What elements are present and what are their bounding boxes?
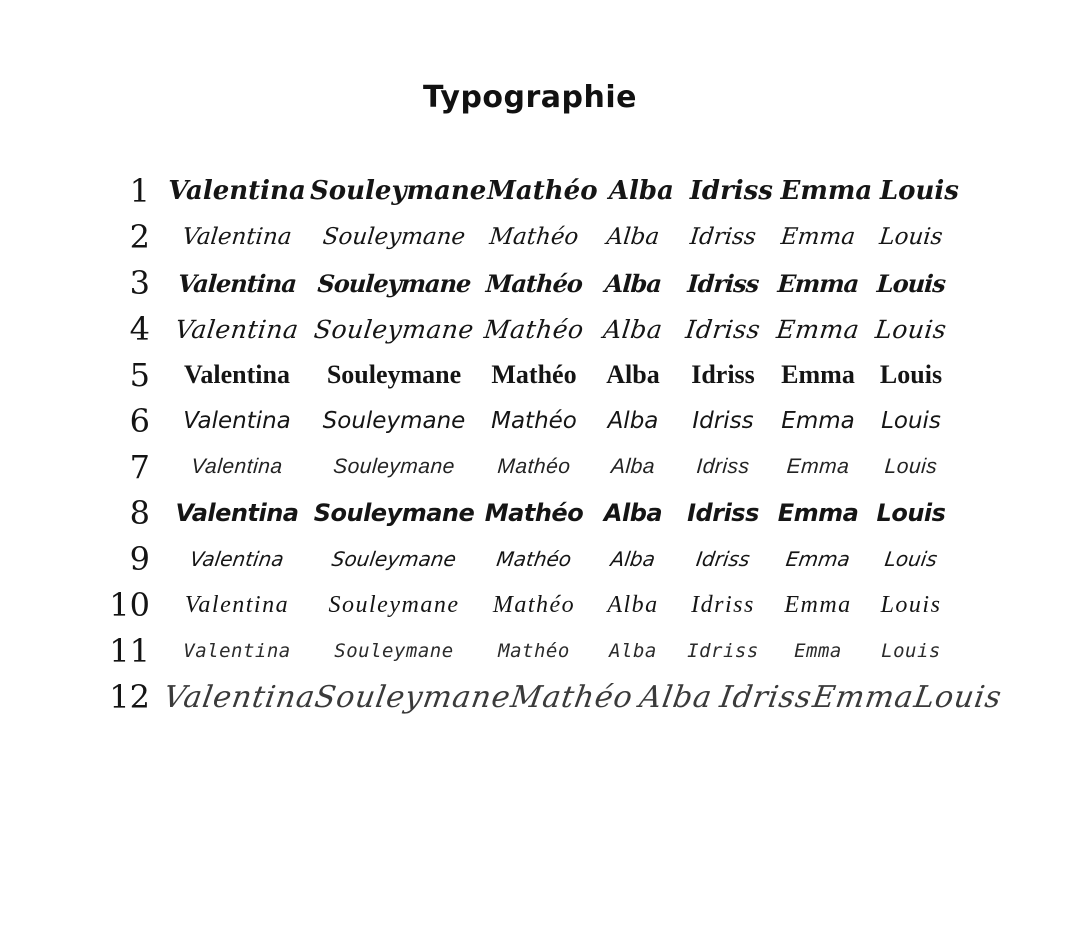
name-sample: Souleymane: [321, 224, 467, 250]
name-sample: Mathéo: [508, 679, 636, 715]
font-number: 10: [109, 586, 150, 624]
name-sample: Valentina: [184, 591, 290, 618]
font-number: 3: [129, 264, 150, 302]
name-sample: Idriss: [691, 360, 755, 389]
name-sample: Souleymane: [310, 176, 487, 206]
font-number: 1: [129, 172, 150, 210]
name-sample: Souleymane: [322, 408, 466, 434]
name-sample: Idriss: [694, 547, 752, 571]
name-sample: Mathéo: [487, 176, 598, 206]
font-row-11: [98, 628, 958, 674]
name-sample: Souleymane: [313, 499, 475, 527]
font-row-1: [98, 168, 958, 214]
font-row-2: [98, 214, 958, 260]
name-sample: Alba: [609, 640, 657, 662]
name-sample: Alba: [606, 360, 660, 389]
name-sample: Valentina: [176, 268, 298, 298]
name-sample: Idriss: [688, 224, 758, 250]
name-sample: Idriss: [689, 176, 773, 206]
font-number: 6: [129, 402, 150, 440]
name-sample: Valentina: [181, 224, 293, 250]
name-sample: Mathéo: [498, 640, 570, 662]
name-sample: Alba: [607, 408, 659, 434]
name-sample: Souleymane: [312, 679, 514, 715]
name-sample: Souleymane: [328, 591, 460, 618]
name-sample: Souleymane: [330, 547, 458, 571]
name-sample: Valentina: [183, 640, 291, 662]
name-sample: Valentina: [190, 455, 284, 478]
name-sample: Louis: [876, 499, 946, 527]
name-sample: Valentina: [175, 499, 299, 527]
name-sample: Mathéo: [492, 591, 576, 618]
name-sample: Alba: [607, 591, 659, 618]
name-sample: Emma: [780, 176, 873, 206]
font-number: 7: [129, 448, 150, 486]
font-row-3: [98, 260, 958, 306]
name-sample: Idriss: [691, 591, 755, 618]
name-sample: Valentina: [183, 408, 291, 434]
name-sample: Emma: [809, 679, 917, 715]
name-sample: Alba: [605, 224, 661, 250]
font-row-6: [98, 398, 958, 444]
name-sample: Alba: [636, 679, 715, 715]
font-number: 9: [129, 540, 150, 578]
name-sample: Alba: [609, 547, 657, 571]
name-sample: Emma: [781, 360, 855, 389]
name-sample: Alba: [603, 268, 663, 298]
name-sample: Mathéo: [495, 547, 573, 571]
font-number: 11: [109, 632, 150, 670]
name-sample: Souleymane: [332, 455, 456, 478]
font-row-8: [98, 490, 958, 536]
name-sample: Valentina: [184, 360, 290, 389]
font-number: 12: [109, 678, 150, 716]
name-sample: Emma: [777, 499, 859, 527]
name-sample: Emma: [781, 408, 855, 434]
name-sample: Idriss: [683, 314, 763, 344]
name-sample: Idriss: [692, 408, 754, 434]
name-sample: Emma: [784, 591, 852, 618]
name-sample: Louis: [881, 408, 941, 434]
name-sample: Louis: [880, 591, 942, 618]
name-sample: Souleymane: [334, 640, 454, 662]
name-sample: Mathéo: [491, 360, 577, 389]
name-sample: Emma: [774, 314, 862, 344]
name-sample: Alba: [610, 455, 656, 478]
name-sample: Mathéo: [496, 455, 572, 478]
name-sample: Idriss: [687, 499, 759, 527]
name-sample: Mathéo: [482, 314, 586, 344]
font-list: [98, 168, 1005, 720]
name-sample: Idriss: [687, 640, 759, 662]
name-sample: Idriss: [717, 679, 815, 715]
name-sample: Souleymane: [316, 268, 472, 298]
name-sample: Souleymane: [326, 360, 462, 389]
font-row-5: [98, 352, 958, 398]
font-row-10: [98, 582, 958, 628]
page-title: Typographie: [422, 80, 638, 115]
name-sample: Souleymane: [312, 314, 476, 344]
font-number: 2: [129, 218, 150, 256]
name-sample: Louis: [879, 360, 943, 389]
font-number: 4: [129, 310, 150, 348]
name-sample: Alba: [601, 314, 665, 344]
font-row-4: [98, 306, 958, 352]
name-sample: Idriss: [686, 268, 760, 298]
name-sample: Louis: [873, 314, 949, 344]
font-row-9: [98, 536, 958, 582]
name-sample: Louis: [879, 176, 959, 206]
name-sample: Valentina: [173, 314, 301, 344]
name-sample: Alba: [608, 176, 674, 206]
name-sample: Louis: [881, 640, 941, 662]
font-row-7: [98, 444, 958, 490]
name-sample: Louis: [883, 455, 939, 478]
name-sample: Louis: [883, 547, 939, 571]
name-sample: Valentina: [161, 679, 319, 715]
name-sample: Louis: [878, 224, 944, 250]
name-sample: Mathéo: [491, 408, 577, 434]
name-sample: Mathéo: [484, 499, 584, 527]
name-sample: Mathéo: [485, 268, 583, 298]
name-sample: Emma: [776, 268, 860, 298]
font-number: 5: [129, 356, 150, 394]
name-sample: Emma: [785, 455, 851, 478]
name-sample: Mathéo: [488, 224, 580, 250]
name-sample: Idriss: [695, 455, 751, 478]
name-sample: Emma: [794, 640, 842, 662]
name-sample: Emma: [784, 547, 852, 571]
name-sample: Valentina: [168, 176, 306, 206]
name-sample: Alba: [603, 499, 663, 527]
name-sample: Louis: [912, 679, 1005, 715]
name-sample: Valentina: [188, 547, 286, 571]
font-number: 8: [129, 494, 150, 532]
name-sample: Emma: [779, 224, 857, 250]
font-row-12: [98, 674, 1005, 720]
name-sample: Louis: [876, 268, 946, 298]
